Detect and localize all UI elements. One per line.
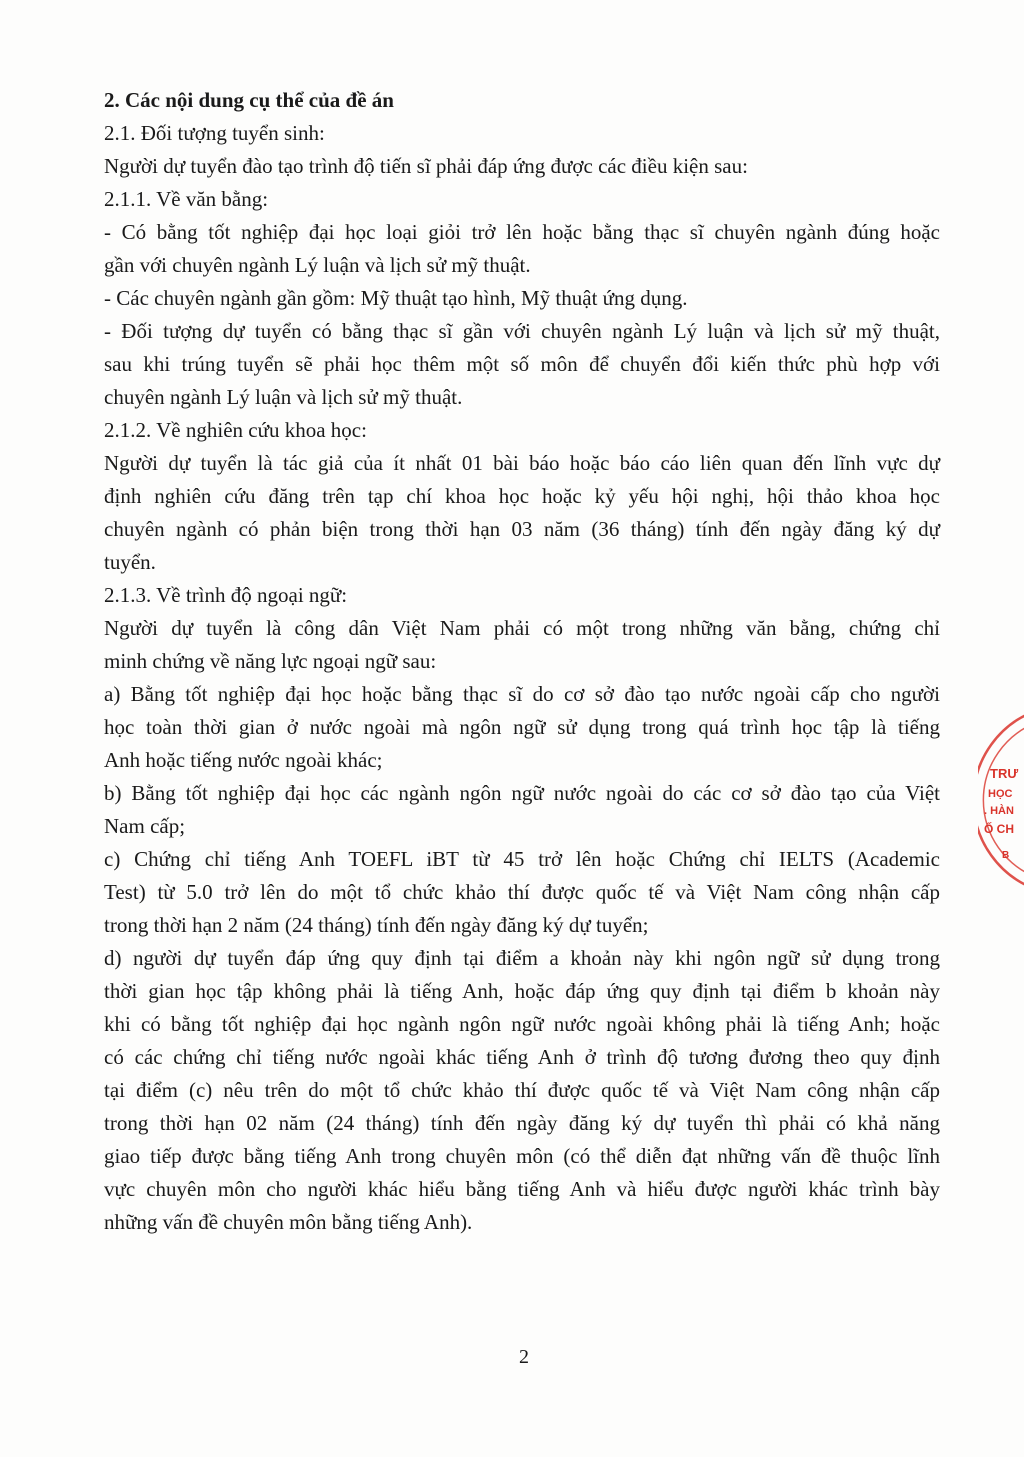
text-line: 2.1. Đối tượng tuyển sinh: xyxy=(104,121,325,145)
text-line: gần với chuyên ngành Lý luận và lịch sử mỹ thuật. xyxy=(104,253,531,277)
seal-text: B xyxy=(1002,850,1010,861)
text-line: khi có bằng tốt nghiệp đại học ngành ngôn ngữ nước ngoài không phải là tiếng Anh; hoặc xyxy=(104,1012,940,1036)
text-line: sau khi trúng tuyển sẽ phải học thêm một số môn để chuyển đổi kiến thức phù hợp với xyxy=(104,352,940,376)
text-line: giao tiếp được bằng tiếng Anh trong chuyên môn (có thể diễn đạt những vấn đề thuộc lĩnh xyxy=(104,1144,940,1168)
text-line: a) Bằng tốt nghiệp đại học hoặc bằng thạc sĩ do cơ sở đào tạo nước ngoài cấp cho người xyxy=(104,682,940,706)
seal-text: HỌC xyxy=(988,788,1013,800)
seal-text: . HÀN xyxy=(984,805,1014,817)
text-line: 2.1.2. Về nghiên cứu khoa học: xyxy=(104,418,367,442)
seal-text: Ố CH xyxy=(984,822,1014,836)
text-line: - Có bằng tốt nghiệp đại học loại giỏi trở lên hoặc bằng thạc sĩ chuyên ngành đúng hoặc xyxy=(104,220,940,244)
red-stamp-seal xyxy=(978,700,1024,900)
text-line: Test) từ 5.0 trở lên do một tổ chức khảo thí được quốc tế và Việt Nam công nhận cấp xyxy=(104,880,940,904)
text-line: minh chứng về năng lực ngoại ngữ sau: xyxy=(104,649,437,673)
text-line: Nam cấp; xyxy=(104,814,186,838)
text-line: có các chứng chỉ tiếng nước ngoài khác tiếng Anh ở trình độ tương đương theo quy định xyxy=(104,1045,940,1069)
text-line: Người dự tuyển là công dân Việt Nam phải có một trong những văn bằng, chứng chỉ xyxy=(104,616,940,640)
text-line: chuyên ngành Lý luận và lịch sử mỹ thuật. xyxy=(104,385,463,409)
document-body xyxy=(104,84,940,1239)
text-line: học toàn thời gian ở nước ngoài mà ngôn ngữ sử dụng trong quá trình học tập là tiếng xyxy=(104,715,940,739)
text-line: định nghiên cứu đăng trên tạp chí khoa học hoặc kỷ yếu hội nghị, hội thảo khoa học xyxy=(104,484,940,508)
text-line: d) người dự tuyển đáp ứng quy định tại điểm a khoản này khi ngôn ngữ sử dụng trong xyxy=(104,946,940,970)
text-line: Anh hoặc tiếng nước ngoài khác; xyxy=(104,748,383,772)
text-line: trong thời hạn 2 năm (24 tháng) tính đến ngày đăng ký dự tuyển; xyxy=(104,913,649,937)
text-line: những vấn đề chuyên môn bằng tiếng Anh). xyxy=(104,1210,473,1234)
text-line: 2.1.3. Về trình độ ngoại ngữ: xyxy=(104,583,348,607)
text-line: - Đối tượng dự tuyển có bằng thạc sĩ gần với chuyên ngành Lý luận và lịch sử mỹ thuật, xyxy=(104,319,940,343)
text-line: vực chuyên môn cho người khác hiểu bằng tiếng Anh và hiểu được người khác trình bày xyxy=(104,1177,940,1201)
text-line: 2.1.1. Về văn bằng: xyxy=(104,187,269,211)
page-number: 2 xyxy=(519,1346,529,1368)
text-line: thời gian học tập không phải là tiếng Anh, hoặc đáp ứng quy định tại điểm b khoản này xyxy=(104,979,940,1003)
text-line: Người dự tuyển là tác giả của ít nhất 01 bài báo hoặc báo cáo liên quan đến lĩnh vực dự xyxy=(104,451,940,475)
text-line: c) Chứng chỉ tiếng Anh TOEFL iBT từ 45 trở lên hoặc Chứng chỉ IELTS (Academic xyxy=(104,847,940,871)
section-heading: 2. Các nội dung cụ thể của đề án xyxy=(104,88,394,112)
text-line: trong thời hạn 02 năm (24 tháng) tính đến ngày đăng ký dự tuyển thì phải có khả năng xyxy=(104,1111,940,1135)
body-lines xyxy=(104,117,940,1239)
text-line: tại điểm (c) nêu trên do một tổ chức khảo thí được quốc tế và Việt Nam công nhận cấp xyxy=(104,1078,940,1102)
text-line: tuyển. xyxy=(104,550,156,574)
text-line: chuyên ngành có phản biện trong thời hạn 03 năm (36 tháng) tính đến ngày đăng ký dự xyxy=(104,517,940,541)
seal-text: TRƯ xyxy=(990,766,1019,781)
text-line: Người dự tuyển đào tạo trình độ tiến sĩ phải đáp ứng được các điều kiện sau: xyxy=(104,154,748,178)
text-line: b) Bằng tốt nghiệp đại học các ngành ngôn ngữ nước ngoài do các cơ sở đào tạo của Việt xyxy=(104,781,940,805)
text-line: - Các chuyên ngành gần gồm: Mỹ thuật tạo hình, Mỹ thuật ứng dụng. xyxy=(104,286,688,310)
